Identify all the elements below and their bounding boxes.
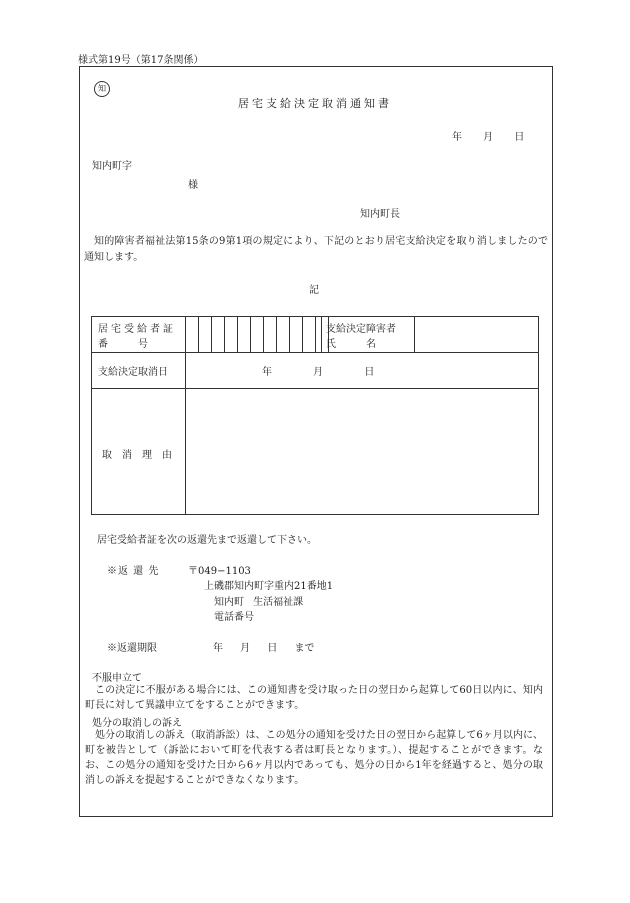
- table-col-divider: [321, 317, 322, 352]
- cert-digit-box: [250, 317, 263, 352]
- return-phone: 電話番号: [214, 612, 254, 623]
- cert-digit-box: [289, 317, 302, 352]
- table-row-divider: [92, 352, 538, 353]
- issue-date: 年 月 日: [452, 132, 525, 143]
- cert-number-label-2: 番 号: [98, 339, 148, 350]
- addressee-field: 知内町字: [92, 161, 132, 172]
- return-instruction: 居宅受給者証を次の返還先まで返還して下さい。: [97, 535, 317, 546]
- appeal-text: この決定に不服がある場合には、この通知書を受け取った日の翌日から起算して60日以内に、知内町長に対して異議申立てをすることができます。: [85, 685, 543, 711]
- cert-digit-box: [224, 317, 237, 352]
- notice-body: 知的障害者福祉法第15条の9第1項の規定により、下記のとおり居宅支給決定を取り消しましたので通知します。: [84, 236, 548, 263]
- cancel-date-value: 年 月 日: [262, 367, 375, 378]
- cancel-date-label: 支給決定取消日: [98, 367, 168, 378]
- lawsuit-heading: 処分の取消しの訴え: [92, 718, 182, 729]
- ki-heading: 記: [309, 285, 319, 296]
- return-deadline-label: ※返還期限: [107, 643, 157, 654]
- cert-digit-box: [198, 317, 211, 352]
- cert-digit-box: [302, 317, 315, 352]
- document-title: 居宅支給決定取消通知書: [238, 97, 392, 110]
- recipient-name-label-2: 氏 名: [326, 339, 376, 350]
- recipient-name-label: 支給決定障害者: [326, 324, 396, 335]
- lawsuit-text: 処分の取消しの訴え（取消訴訟）は、この処分の通知を受けた日の翌日から起算して6ヶ月以内に、町を被告として（訴訟において町を代表する者は町長となります。）、提起することができます。なお、この処分の通知を受けた日から6ヶ月以内であっても、処分の日から1年を経過すると、処分の取消しの訴えを提起することができなくなります。: [85, 730, 543, 786]
- table-col-divider: [185, 317, 186, 514]
- appeal-heading: 不服申立て: [92, 673, 142, 684]
- table-row-divider: [92, 388, 538, 389]
- honorific: 様: [188, 180, 198, 191]
- details-table: [91, 316, 539, 515]
- return-department: 知内町 生活福祉課: [214, 597, 304, 608]
- cert-number-label: 居宅受給者証: [98, 324, 176, 335]
- return-deadline-value: 年 月 日 まで: [213, 643, 315, 654]
- table-col-divider: [414, 317, 415, 352]
- issuer-name: 知内町長: [360, 209, 400, 220]
- return-postal-code: 〒049−1103: [188, 566, 251, 577]
- cancel-reason-label: 取 消 理 由: [102, 450, 172, 461]
- cert-digit-box: [211, 317, 224, 352]
- return-destination-label: ※返 還 先: [107, 566, 160, 577]
- cert-digit-box: [263, 317, 276, 352]
- seal-mark: 知: [94, 81, 110, 97]
- cert-digit-box: [276, 317, 289, 352]
- cert-digit-box: [237, 317, 250, 352]
- return-address: 上磯郡知内町字重内21番地1: [204, 581, 334, 592]
- form-number: 様式第19号（第17条関係）: [78, 55, 204, 66]
